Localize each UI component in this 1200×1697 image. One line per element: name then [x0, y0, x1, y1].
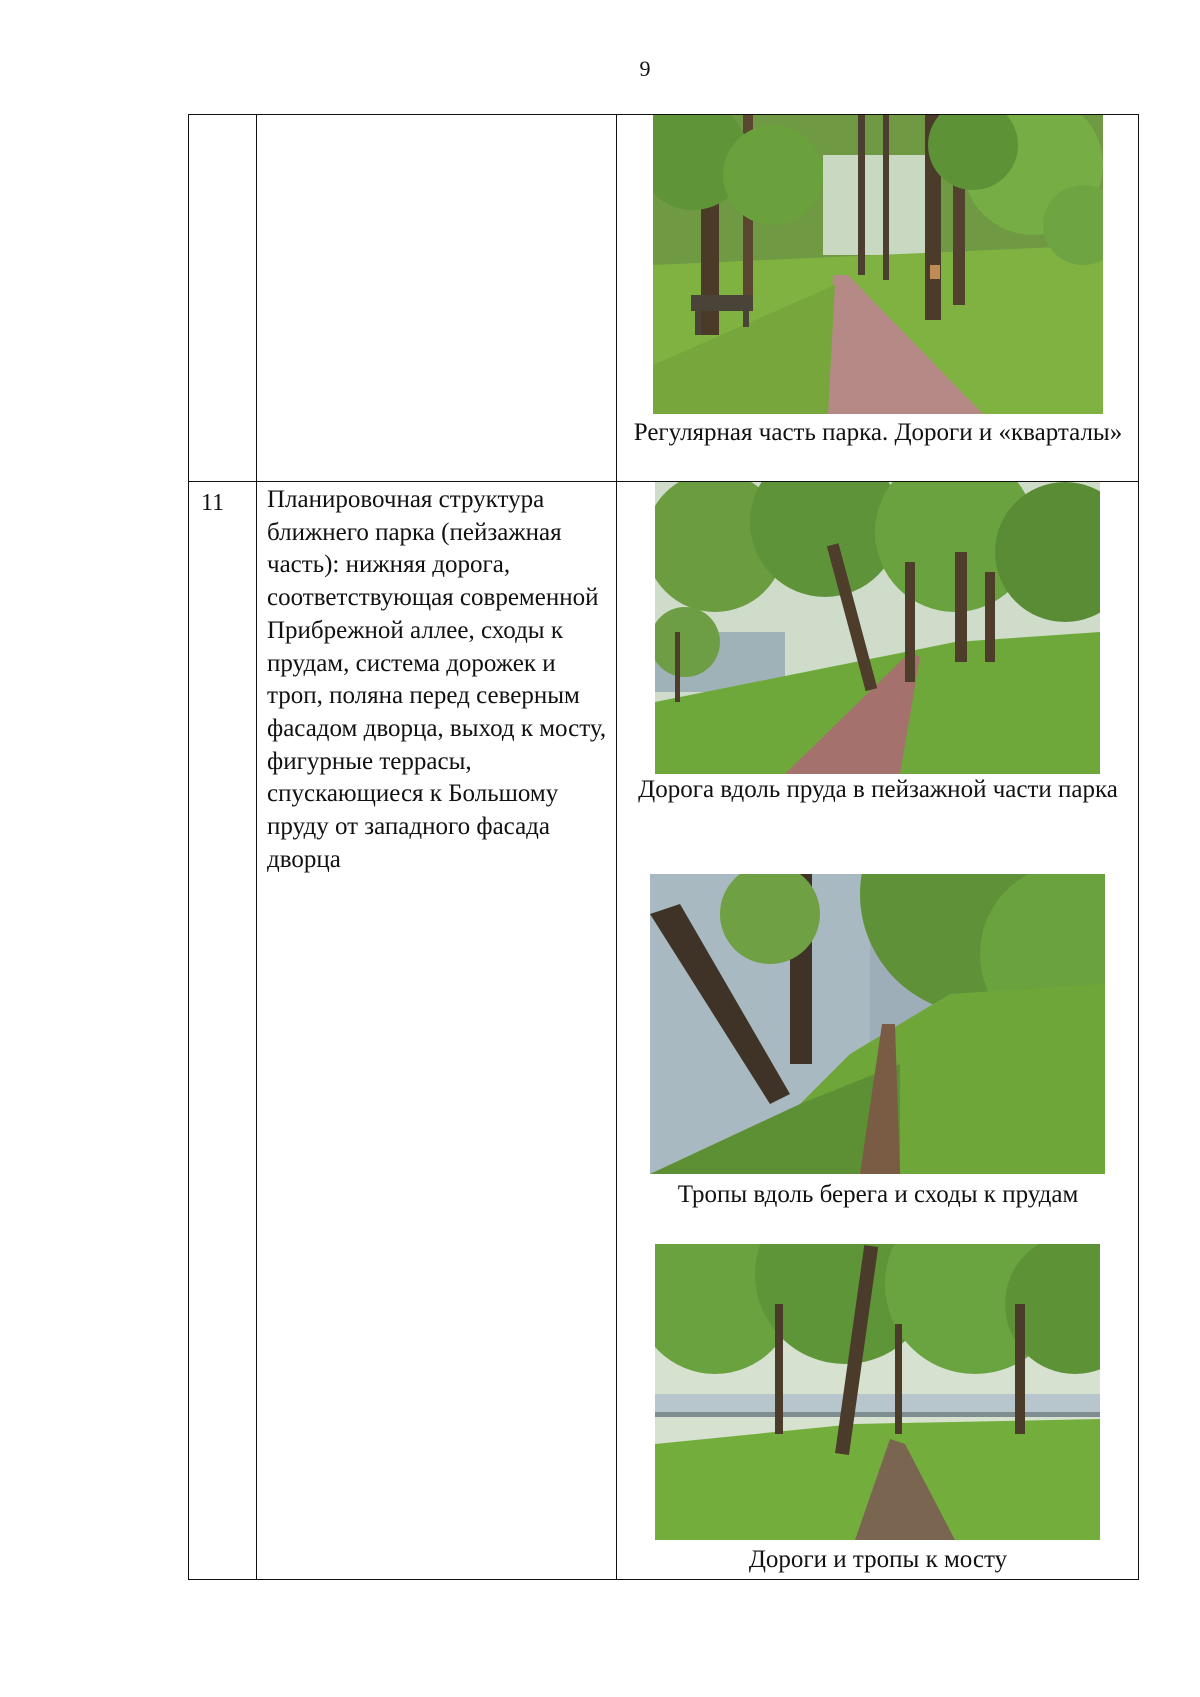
- document-table: [188, 114, 1139, 1580]
- row-description-cell: [257, 115, 617, 482]
- row-description-cell: Планировочная структура ближнего парка (пейзажная часть): нижняя дорога, соответствующая современной Прибрежной аллее, сходы к прудам, система дорожек и троп, поляна перед северным фасадом дворца, выход к мосту, фигурные террасы, спускающиеся к Большому пруду от западного фасада дворца: [257, 482, 617, 1580]
- photo-regular-park-alley: [653, 115, 1103, 414]
- photo-road-along-pond: [655, 482, 1100, 774]
- page-number: 9: [639, 56, 651, 81]
- photo-caption: Дорога вдоль пруда в пейзажной части парка: [638, 776, 1118, 803]
- photo-caption: Регулярная часть парка. Дороги и «кварталы»: [633, 419, 1123, 446]
- photo-caption: Дороги и тропы к мосту: [748, 1546, 1008, 1573]
- table-row: [189, 482, 1139, 1580]
- row-number-cell: 11: [189, 482, 257, 1580]
- row-number-cell: [189, 115, 257, 482]
- row-photos-cell: [617, 482, 1139, 1580]
- row-photos-cell: [617, 115, 1139, 482]
- table-row: [189, 115, 1139, 482]
- photo-caption: Тропы вдоль берега и сходы к прудам: [677, 1181, 1079, 1208]
- photo-trail-along-shore: [650, 874, 1105, 1174]
- photo-trail-to-bridge: [655, 1244, 1100, 1540]
